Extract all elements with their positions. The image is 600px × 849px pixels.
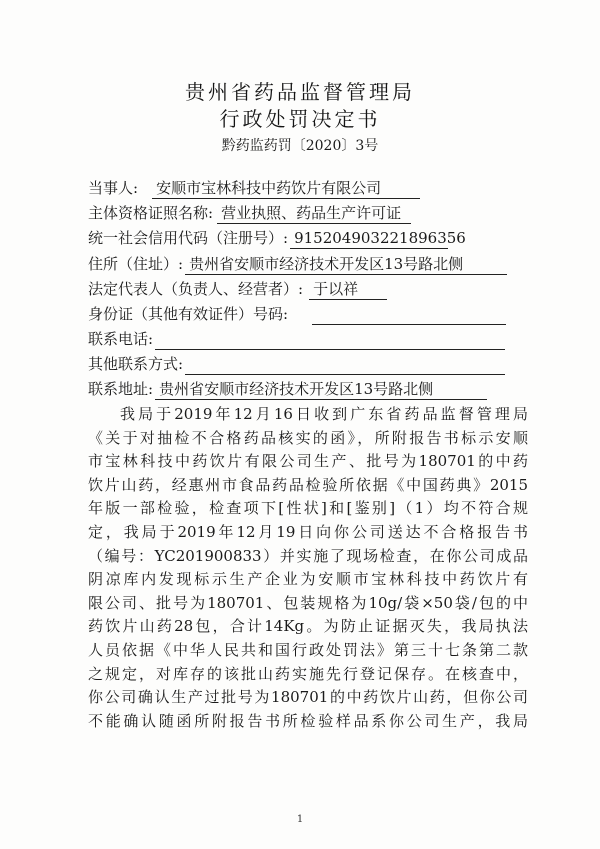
field-other-contact-value <box>185 354 505 375</box>
field-license-label: 主体资格证照名称: <box>88 204 214 222</box>
body-line: 之规定，对库存的该批山药实施先行登记保存。在核查中， <box>88 664 528 683</box>
body-line: 定，我局于2019年12月19日向你公司送达不合格报告书 <box>88 522 528 541</box>
field-id-number-label: 身份证（其他有效证件）号码: <box>88 305 289 323</box>
field-address-label: 住所（住址）: <box>88 255 184 273</box>
document-number: 黔药监药罚〔2020〕3号 <box>221 138 379 154</box>
body-line: 我局于2019年12月16日收到广东省药品监督管理局 <box>120 405 528 423</box>
field-address <box>88 253 507 275</box>
field-contact-address <box>88 378 487 400</box>
field-credit-code <box>88 227 466 249</box>
field-phone-label: 联系电话: <box>88 330 154 348</box>
field-contact-address-value: 贵州省安顺市经济技术开发区13号路北侧 <box>155 379 487 400</box>
field-legal-rep <box>88 278 387 300</box>
field-phone <box>88 328 505 350</box>
field-party-value: 安顺市宝林科技中药饮片有限公司 <box>152 178 420 199</box>
field-party-label: 当事人: <box>88 179 139 197</box>
body-line: 人员依据《中华人民共和国行政处罚法》第三十七条第二款 <box>88 640 528 659</box>
field-address-value: 贵州省安顺市经济技术开发区13号路北侧 <box>185 254 507 275</box>
field-party <box>88 177 420 199</box>
field-other-contact-label: 其他联系方式: <box>88 355 184 373</box>
body-line: 饮片山药，经惠州市食品药品检验所依据《中国药典》2015 <box>88 475 528 494</box>
document-issuer-title: 贵州省药品监督管理局 <box>185 80 415 104</box>
page-number: 1 <box>296 814 304 825</box>
body-line: 年版一部检验，检查项下[性状]和[鉴别]（1）均不符合规 <box>88 499 528 518</box>
field-license-value: 营业执照、药品生产许可证 <box>217 203 411 224</box>
body-line: 不能确认随函所附报告书所检验样品系你公司生产，我局 <box>88 711 528 730</box>
body-line: 《关于对抽检不合格药品核实的函》，所附报告书标示安顺 <box>88 428 528 447</box>
field-credit-code-label: 统一社会信用代码（注册号）: <box>88 229 289 247</box>
field-legal-rep-label: 法定代表人（负责人、经营者）: <box>88 280 304 298</box>
decision-body-paragraph <box>88 403 528 733</box>
field-license <box>88 202 411 224</box>
body-line: 药饮片山药28包，合计14Kg。为防止证据灭失，我局执法 <box>88 617 528 636</box>
body-line: 限公司、批号为180701、包装规格为10g/袋×50袋/包的中 <box>88 593 528 612</box>
body-line: 你公司确认生产过批号为180701的中药饮片山药，但你公司 <box>88 688 528 707</box>
field-phone-value <box>155 329 505 350</box>
field-id-number <box>88 303 506 325</box>
body-line: （编号：YC201900833）并实施了现场检查，在你公司成品 <box>88 546 528 565</box>
document-type-title: 行政处罚决定书 <box>219 107 381 131</box>
body-line: 市宝林科技中药饮片有限公司生产、批号为180701的中药 <box>88 452 528 471</box>
field-credit-code-value: 915204903221896356 <box>290 228 448 249</box>
field-id-number-value <box>312 304 506 325</box>
field-other-contact <box>88 353 505 375</box>
field-contact-address-label: 联系地址: <box>88 380 154 398</box>
field-legal-rep-value: 于以祥 <box>309 279 387 300</box>
body-line: 阴凉库内发现标示生产企业为安顺市宝林科技中药饮片有 <box>88 570 528 589</box>
